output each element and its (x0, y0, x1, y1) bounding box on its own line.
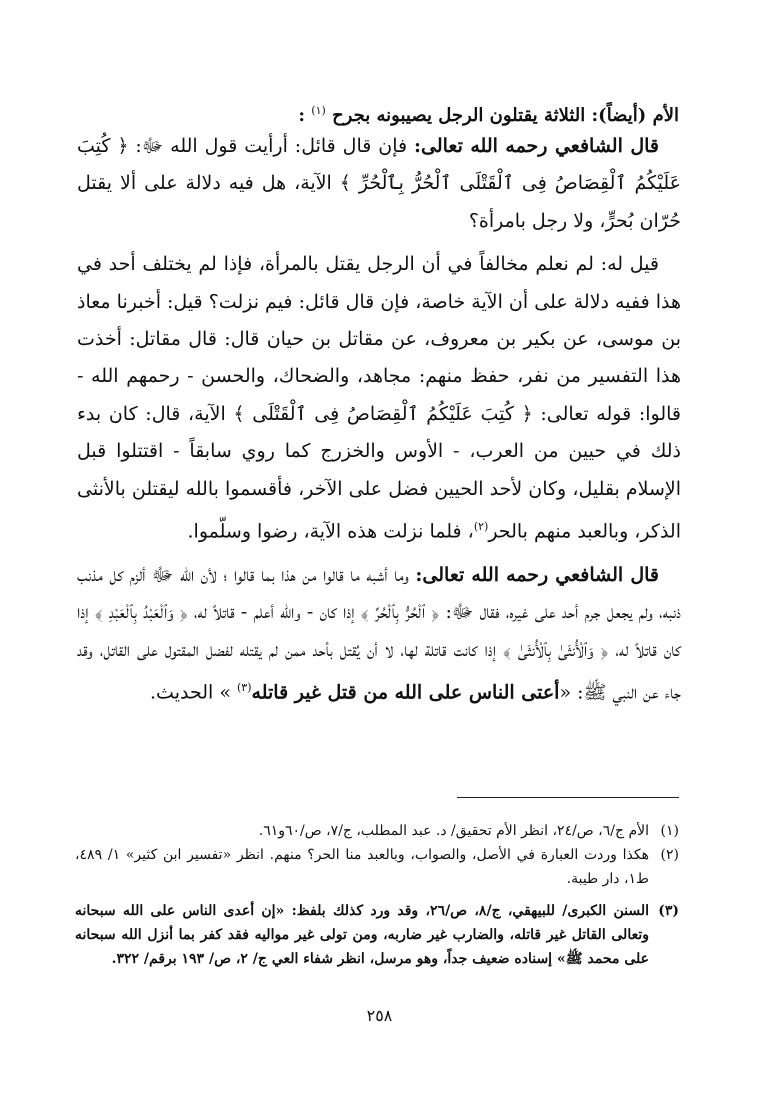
heading-text: الأم (أيضاً): الثلاثة يقتلون الرجل يصيبونه بجرح (332, 105, 679, 126)
speaker-label: قال الشافعي رحمه الله تعالى: (415, 563, 659, 586)
footnote-number: (٣) (658, 903, 679, 919)
section-heading (79, 96, 679, 131)
footnote-text: هكذا وردت العبارة في الأصل، والصواب، وبالعبد منا الحر؟ منهم. انظر «تفسير ابن كثير» ١/ ٤٨٩، ط١، دار طيبة. (75, 847, 649, 887)
footnote-number: (١) (660, 823, 679, 839)
paragraph-3 (77, 557, 681, 712)
paragraph-1 (77, 128, 681, 240)
page-number: ٢٥٨ (366, 1006, 393, 1025)
speaker-label: قال الشافعي رحمه الله تعالى: (413, 135, 660, 157)
paragraph-text: فإن قال قائل: أرأيت قول الله ﷻ: ﴿ كُتِبَ عَلَيْكُمُ ٱلْقِصَاصُ فِى ٱلْقَتْلَى ٱلْحُرُّ بِٱلْحُرِّ ﴾ الآية، هل فيه دلالة على ألا يقتل حُرّان بُحرٍّ، ولا رجل بامرأة؟ (77, 135, 681, 232)
heading-colon: : (298, 105, 305, 126)
paragraph-2 (77, 246, 681, 551)
footnote-number: (٢) (660, 847, 679, 863)
footnote-divider (457, 797, 679, 798)
footnote-ref-1: (١) (311, 104, 326, 117)
footnote-ref-2: (٢) (473, 520, 489, 534)
hadith-quote: أعتى الناس على الله من قتل غير قاتله (251, 681, 560, 704)
footnote-text: السنن الكبرى/ للبيهقي، ج/٨، ص/٢٦، وقد ورد كذلك بلفظ: «إن أعدى الناس على الله سبحانه وتعالى القاتل غير قاتله، والضارب غير ضاربه، ومن تولى غير مواليه فقد كفر بما أنزل الله سبحانه على محمد ﷺ» إسناده ضعيف جداً، وهو مرسل، انظر شفاء العي ج/ ٢، ص/ ١٩٣ برقم/ ٣٢٢. (75, 903, 649, 967)
paragraph-text: وما أشبه ما قالوا من هذا بما قالوا ؛ لأن الله ﷻ ألزم كل مذنب ذنبه، ولم يجعل جرم أحد على غيره، فقال ﷻ: ﴿ ٱلْحُرُّ بِٱلْحُرِّ ﴾ إذا كان - والله أعلم - قاتلاً له، ﴿ وَٱلْعَبْدُ بِٱلْعَبْدِ ﴾ إذا كان قاتلاً له، ﴿ وَٱلْأُنثَىٰ بِٱلْأُنثَىٰ ﴾ إذا كانت قاتلة لها، لا أن يُقتل بأحد ممن لم يقتله لفضل المقتول على القاتل، وقد جاء عن النبي ﷺ: « (77, 563, 681, 704)
footnote-ref-3: (٣) (237, 681, 252, 695)
footnote-text: الأم ج/٦، ص/٢٤، انظر الأم تحقيق/ د. عبد المطلب، ج/٧، ص/٦٠و٦١. (258, 823, 649, 839)
paragraph-tail: ، فلما نزلت هذه الآية، رضوا وسلّموا. (187, 520, 474, 543)
main-text (77, 128, 681, 718)
paragraph-text: قيل له: لم نعلم مخالفاً في أن الرجل يقتل بالمرأة، فإذا لم يختلف أحد في هذا ففيه دلالة على أن الآية خاصة، فإن قال قائل: فيم نزلت؟ قيل: أخبرنا معاذ بن موسى، عن بكير بن معروف، عن مقاتل بن حيان قال: قال مقاتل: أخذت هذا التفسير من نفر، حفظ منهم: مجاهد، والضحاك، والحسن - رحمهم الله - قالوا: قوله تعالى: ﴿ كُتِبَ عَلَيْكُمُ ٱلْقِصَاصُ فِى ٱلْقَتْلَى ﴾ الآية، قال: كان بدء ذلك في حيين من العرب، - الأوس والخزرج كما روي سابقاً - اقتتلوا قبل الإسلام بقليل، وكان لأحد الحيين فضل على الآخر، فأقسموا بالله ليقتلن بالأنثى الذكر، وبالعبد منهم بالحر (77, 253, 681, 543)
footnote-3 (75, 899, 679, 971)
footnote-1 (75, 819, 679, 843)
paragraph-tail: » الحديث. (150, 681, 237, 704)
footnote-2 (75, 843, 679, 891)
